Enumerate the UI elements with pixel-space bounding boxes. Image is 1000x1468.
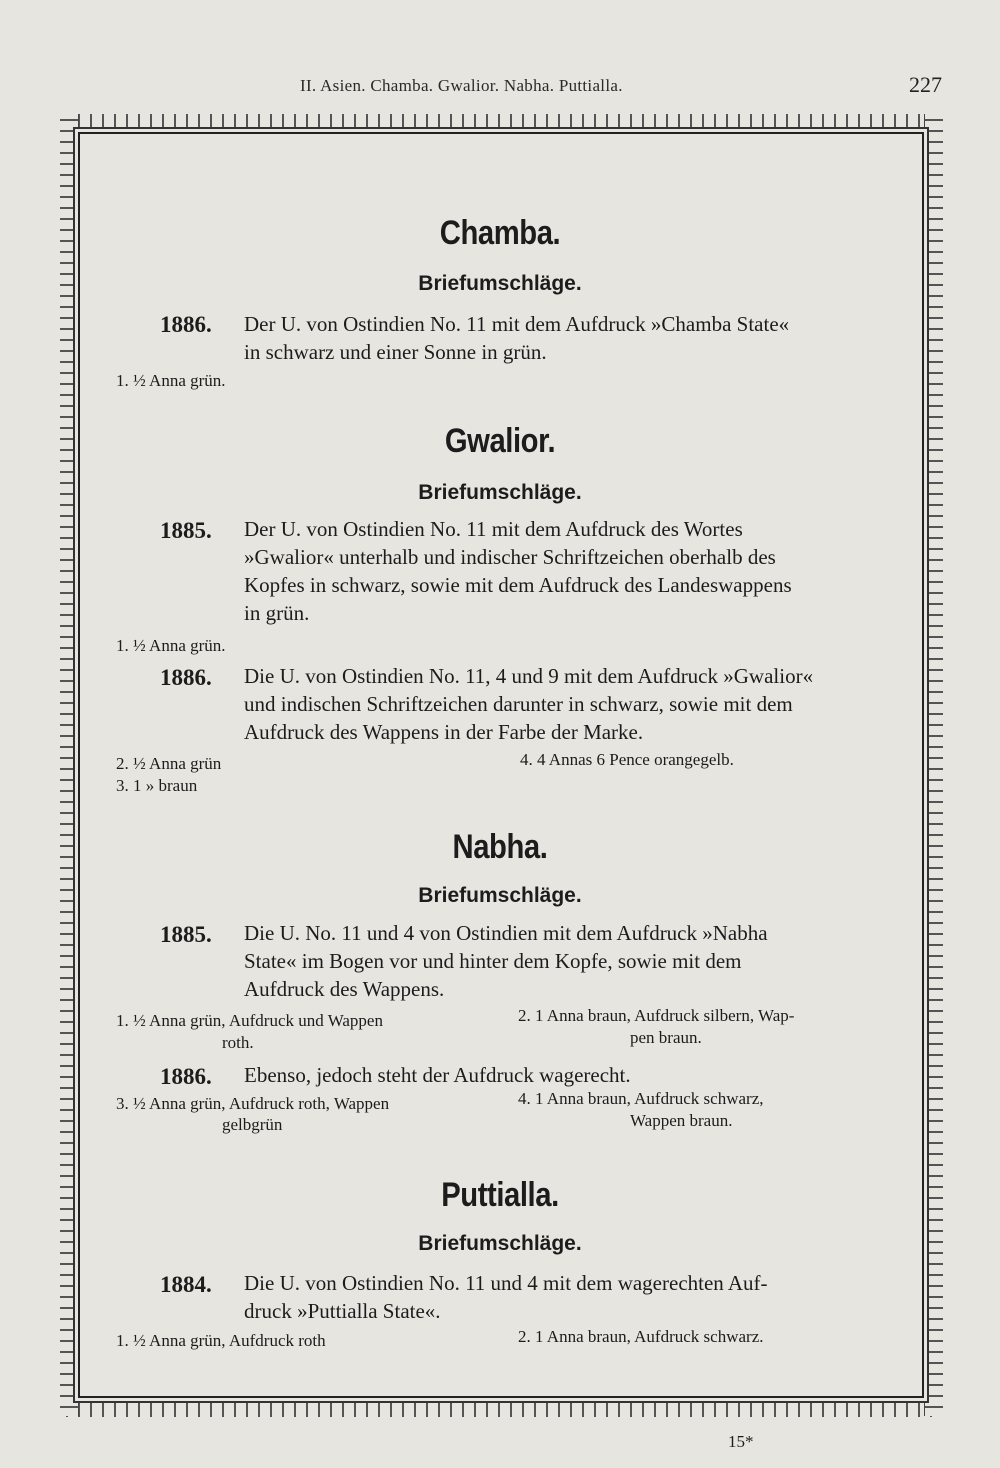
- subtitle-chamba: Briefumschläge.: [418, 272, 582, 295]
- section-title-chamba: Chamba.: [439, 214, 561, 252]
- list-item: 2. 1 Anna braun, Aufdruck schwarz.: [518, 1327, 764, 1346]
- border-bottom-ornament: [60, 1398, 942, 1417]
- subtitle-nabha: Briefumschläge.: [418, 884, 582, 907]
- entry-line: druck »Puttialla State«.: [244, 1299, 441, 1323]
- entry-year: 1886.: [160, 312, 212, 337]
- subtitle-gwalior: Briefumschläge.: [418, 481, 582, 504]
- entry-line: »Gwalior« unterhalb und indischer Schriftzeichen oberhalb des: [244, 545, 776, 569]
- list-item: 2. ½ Anna grün: [116, 754, 222, 773]
- entry-year: 1886.: [160, 665, 212, 690]
- list-item: pen braun.: [630, 1028, 702, 1047]
- entry-year: 1886.: [160, 1064, 212, 1089]
- page-number: 227: [909, 72, 942, 97]
- list-item: 1. ½ Anna grün.: [116, 371, 226, 390]
- list-item: 3. 1 » braun: [116, 776, 198, 795]
- section-title-gwalior: Gwalior.: [444, 422, 556, 460]
- list-item: 1. ½ Anna grün.: [116, 636, 226, 655]
- entry-year: 1885.: [160, 518, 212, 543]
- entry-line: Aufdruck des Wappens.: [244, 977, 445, 1001]
- entry-line: Aufdruck des Wappens in der Farbe der Marke.: [244, 720, 644, 744]
- section-title-nabha: Nabha.: [452, 828, 548, 866]
- subtitle-puttialla: Briefumschläge.: [418, 1232, 582, 1255]
- entry-year: 1885.: [160, 922, 212, 947]
- list-item: 3. ½ Anna grün, Aufdruck roth, Wappen: [116, 1094, 390, 1113]
- entry-line: und indischen Schriftzeichen darunter in schwarz, sowie mit dem: [244, 692, 793, 716]
- list-item: 2. 1 Anna braun, Aufdruck silbern, Wap-: [518, 1006, 795, 1025]
- list-item: Wappen braun.: [630, 1111, 733, 1130]
- entry-line: Die U. No. 11 und 4 von Ostindien mit dem Aufdruck »Nabha: [244, 921, 768, 945]
- entry-line: Kopfes in schwarz, sowie mit dem Aufdruck des Landeswappens: [244, 573, 792, 597]
- entry-line: Die U. von Ostindien No. 11 und 4 mit dem wagerechten Auf-: [244, 1271, 768, 1295]
- entry-line: Ebenso, jedoch steht der Aufdruck wagerecht.: [244, 1063, 631, 1087]
- border-left-ornament: [60, 114, 79, 1416]
- section-title-puttialla: Puttialla.: [441, 1176, 559, 1214]
- entry-line: Die U. von Ostindien No. 11, 4 und 9 mit dem Aufdruck »Gwalior«: [244, 664, 814, 688]
- entry-text: [244, 1061, 894, 1089]
- list-item: roth.: [222, 1033, 254, 1052]
- border-right-ornament: [924, 114, 943, 1416]
- border-top-ornament: [60, 114, 942, 133]
- running-head-title: II. Asien. Chamba. Gwalior. Nabha. Puttialla.: [300, 76, 623, 95]
- list-item: 1. ½ Anna grün, Aufdruck roth: [116, 1331, 326, 1350]
- entry-line: in grün.: [244, 601, 310, 625]
- running-head: [0, 72, 1000, 100]
- entry-text: [244, 919, 894, 1003]
- entry-line: Der U. von Ostindien No. 11 mit dem Aufdruck »Chamba State«: [244, 312, 790, 336]
- signature-mark: 15*: [728, 1432, 754, 1451]
- list-item: gelbgrün: [222, 1115, 283, 1134]
- list-item: 4. 1 Anna braun, Aufdruck schwarz,: [518, 1089, 764, 1108]
- entry-line: in schwarz und einer Sonne in grün.: [244, 340, 547, 364]
- entry-text: [244, 310, 894, 366]
- entry-line: State« im Bogen vor und hinter dem Kopfe, sowie mit dem: [244, 949, 742, 973]
- entry-line: Der U. von Ostindien No. 11 mit dem Aufdruck des Wortes: [244, 517, 743, 541]
- list-item: 4. 4 Annas 6 Pence orangegelb.: [520, 750, 734, 769]
- entry-text: [244, 515, 894, 627]
- entry-year: 1884.: [160, 1272, 212, 1297]
- list-item: 1. ½ Anna grün, Aufdruck und Wappen: [116, 1011, 383, 1030]
- entry-text: [244, 1269, 894, 1325]
- entry-text: [244, 662, 894, 746]
